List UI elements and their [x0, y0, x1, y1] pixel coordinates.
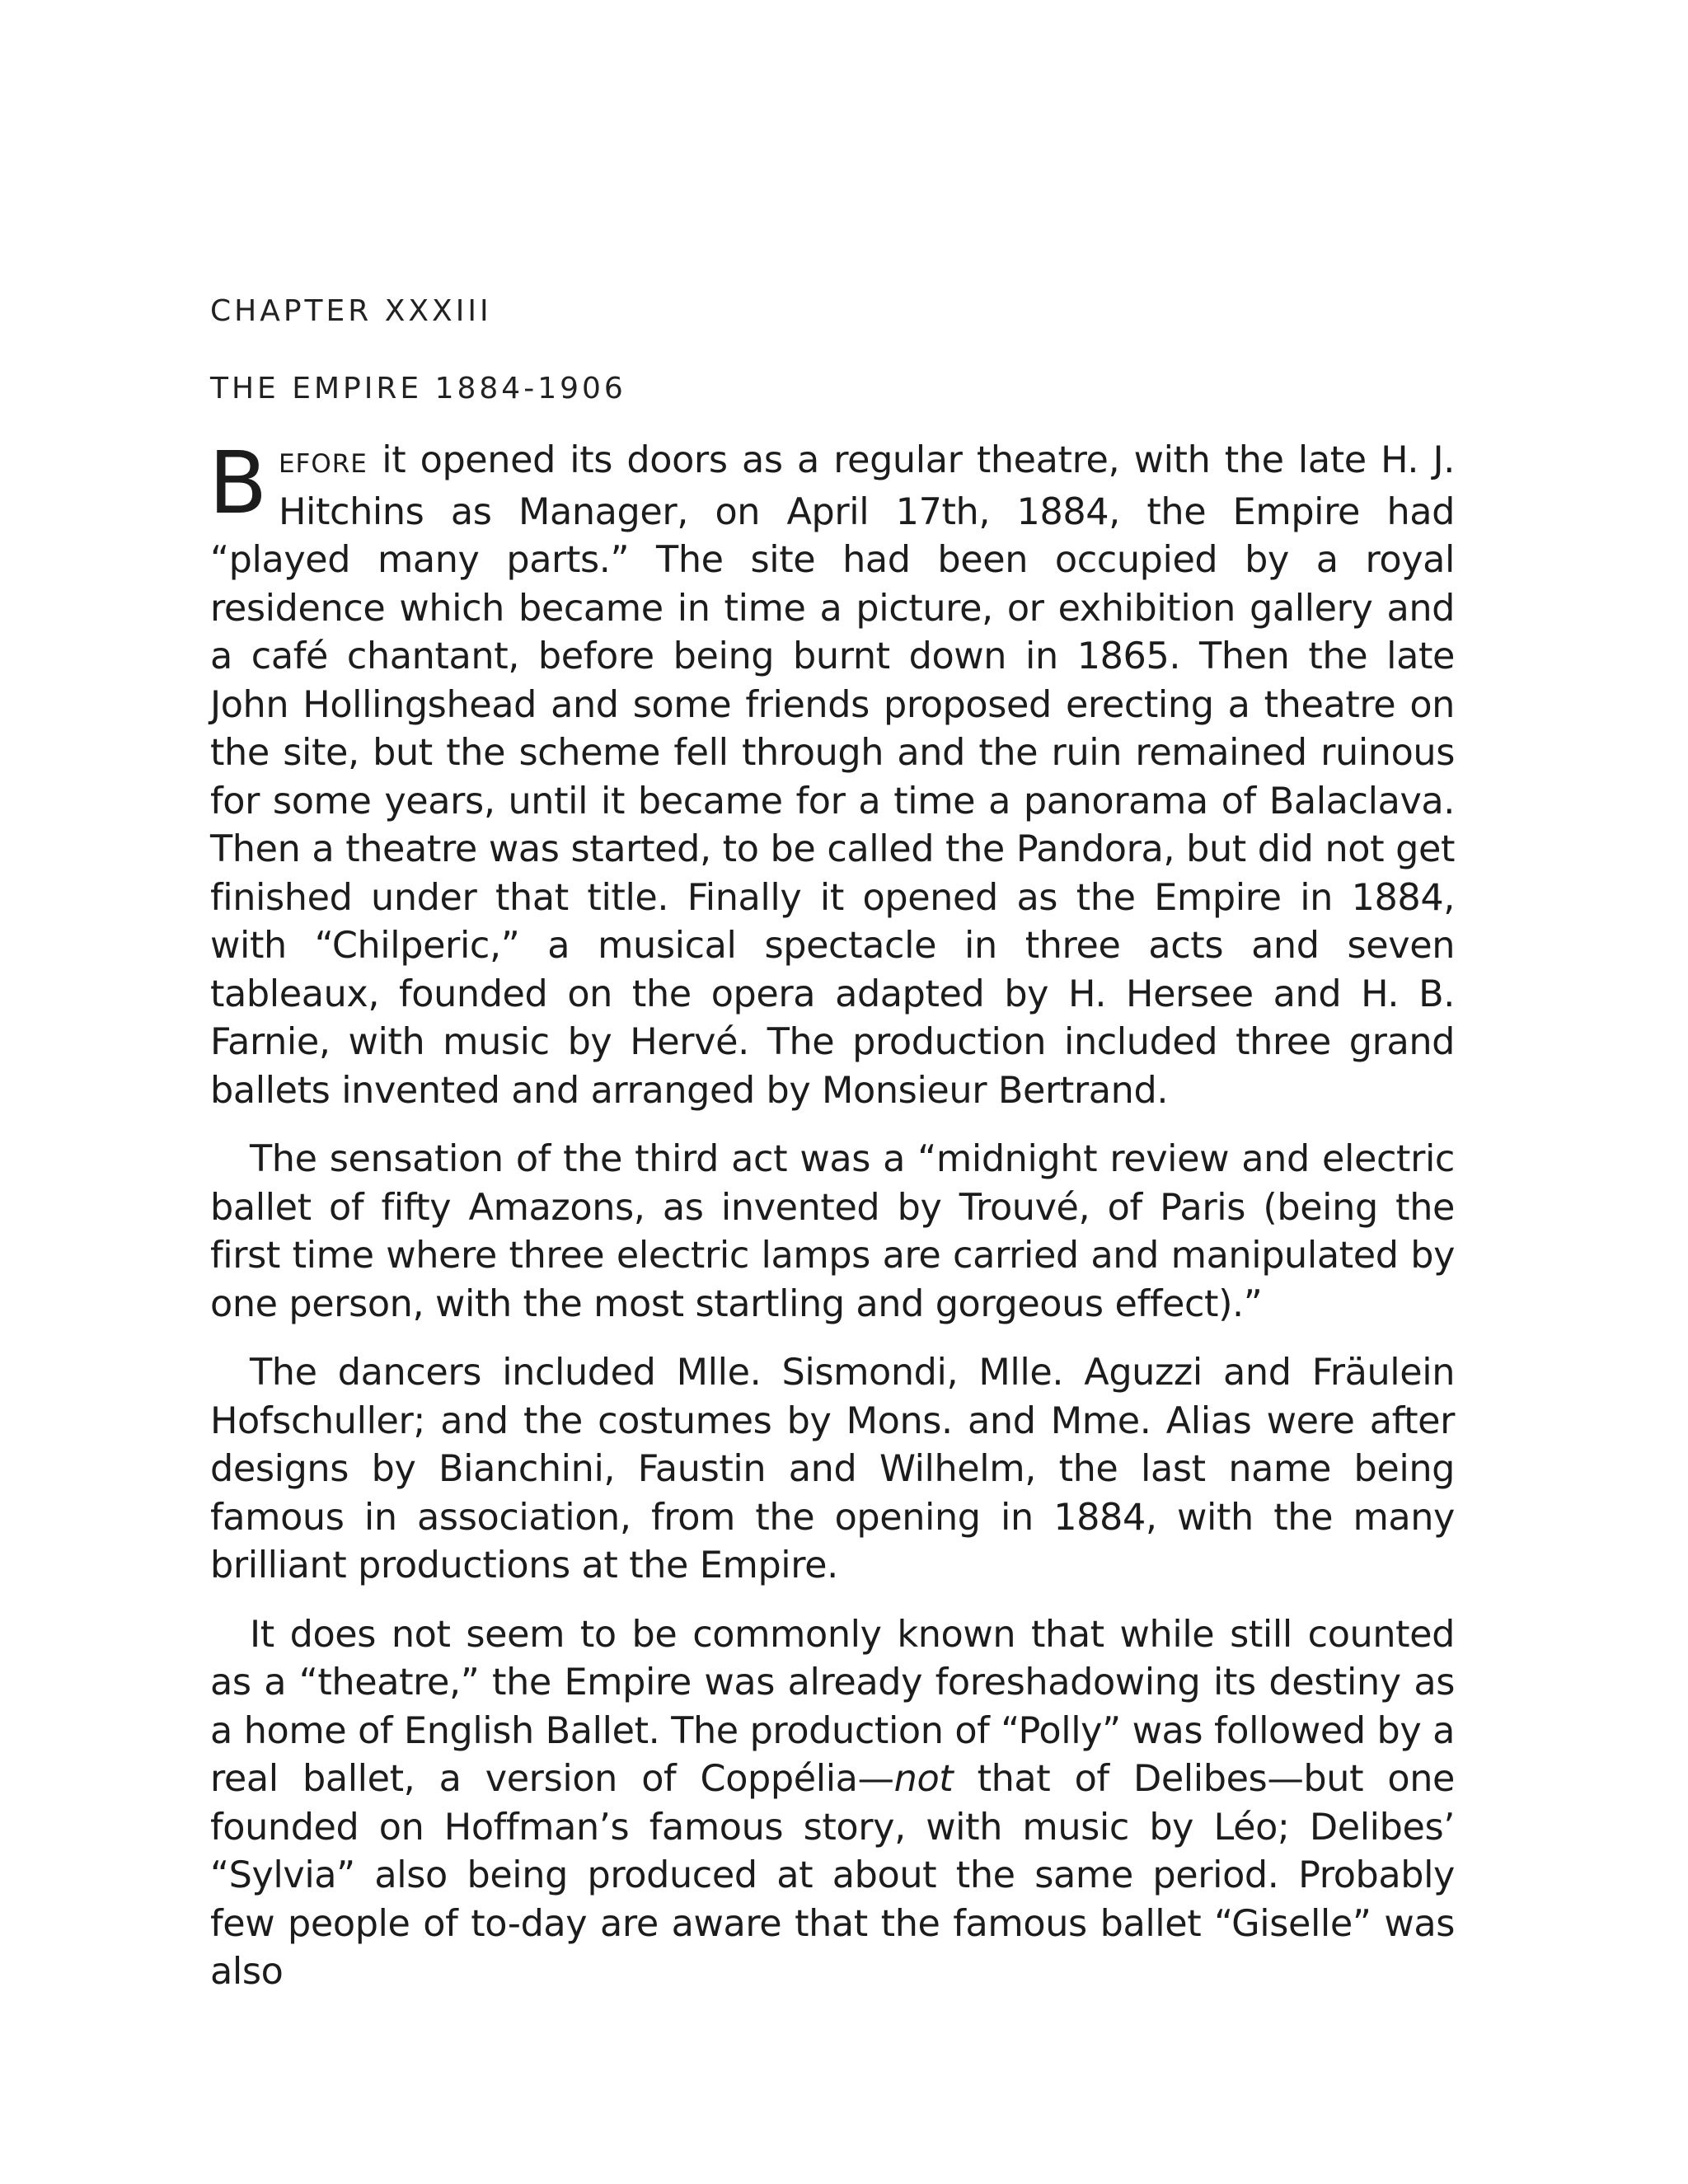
paragraph-1 [209, 433, 1455, 1115]
small-caps-lead: EFORE [278, 449, 368, 479]
paragraph-4-text-start: It does not seem to be commonly known that while still counted as a “theatre,” the Empire was already foreshadowing its destiny as a home of English Ballet. The production of “Polly” was followed by a real ballet, a version of Coppélia— [210, 1613, 1455, 1800]
chapter-title: THE EMPIRE 1884-1906 [210, 372, 626, 405]
emphasis-not: not [893, 1758, 954, 1800]
chapter-label: CHAPTER XXXIII [210, 294, 492, 328]
paragraph-2: The sensation of the third act was a “midnight review and electric ballet of fifty Amazons, as invented by Trouvé, of Paris (being the first time where three electric lamps are carried and manipulated by one person, with the most startling and gorgeous effect).” [210, 1138, 1455, 1325]
paragraph-4-text-end: that of Delibes—but one founded on Hoffman’s famous story, with music by Léo; Delibes’ “Sylvia” also being produced at about the same period. Probably few people of to-day are aware that the famous ballet “Giselle” was also [210, 1758, 1455, 1993]
paragraph-4 [210, 1611, 1455, 1997]
paragraph-3: The dancers included Mlle. Sismondi, Mlle. Aguzzi and Fräulein Hofschuller; and the costumes by Mons. and Mme. Alias were after designs by Bianchini, Faustin and Wilhelm, the last name being famous in association, from the opening in 1884, with the many brilliant productions at the Empire. [210, 1352, 1455, 1586]
drop-cap: B [209, 433, 267, 533]
page-body [209, 294, 1455, 1997]
paragraph-1-text: it opened its doors as a regular theatre, with the late H. J. Hitchins as Manager, on April 17th, 1884, the Empire had “played many parts.” The site had been occupied by a royal residence which became in time a picture, or exhibition gallery and a café chantant, before being burnt down in 1865. Then the late John Hollingshead and some friends proposed erecting a theatre on the site, but the scheme fell through and the ruin remained ruinous for some years, until it became for a time a panorama of Balaclava. Then a theatre was started, to be called the Pandora, but did not get finished under that title. Finally it opened as the Empire in 1884, with “Chilperic,” a musical spectacle in three acts and seven tableaux, founded on the opera adapted by H. Hersee and H. B. Farnie, with music by Hervé. The production included three grand ballets invented and arranged by Monsieur Bertrand. [210, 439, 1455, 1112]
